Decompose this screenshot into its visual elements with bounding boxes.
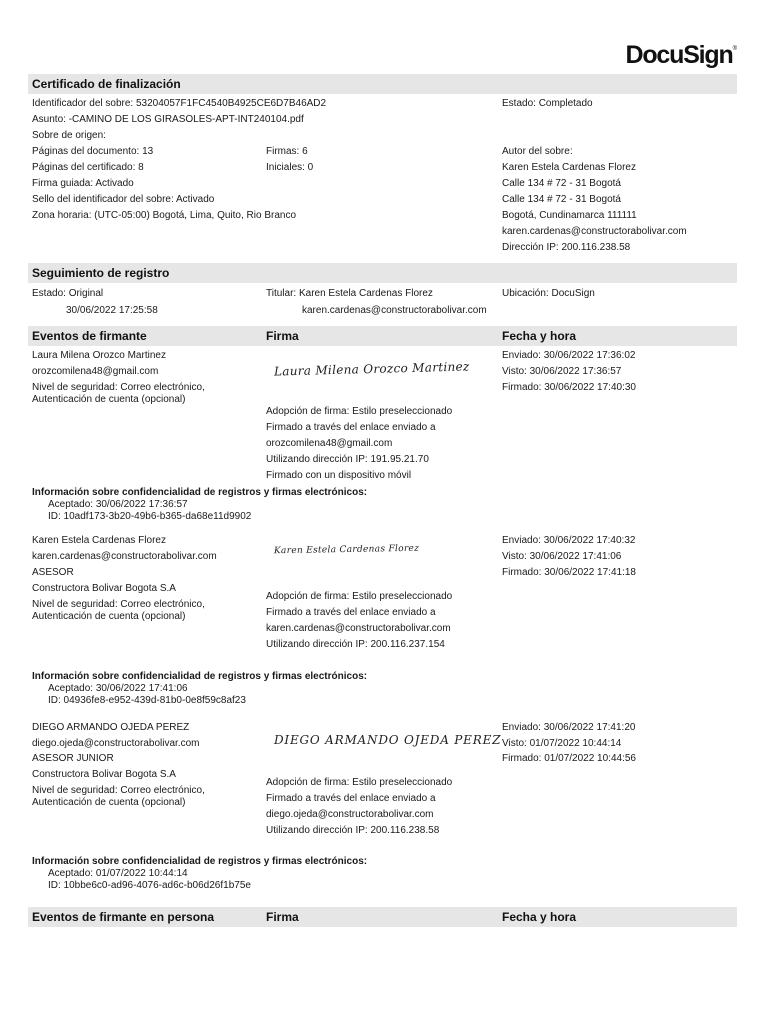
in-person-events-header	[28, 907, 737, 927]
signer-ip: Utilizando dirección IP: 200.116.237.154	[266, 639, 445, 650]
signer-authentication: Autenticación de cuenta (opcional)	[32, 797, 186, 808]
privacy-id: ID: 10bbe6c0-ad96-4076-ad6c-b06d26f1b75e	[48, 880, 251, 891]
privacy-id: ID: 10adf173-3b20-49b6-b365-da68e11d9902	[48, 511, 252, 522]
docusign-logo: DocuSign®	[625, 41, 737, 69]
initials-count: Iniciales: 0	[266, 162, 314, 173]
signer-email: orozcomilena48@gmail.com	[32, 366, 159, 377]
envelope-id: Identificador del sobre: 53204057F1FC4540B4925CE6D7B46AD2	[32, 98, 327, 109]
author-label: Autor del sobre:	[502, 146, 573, 157]
signature-image: Karen Estela Cardenas Florez	[273, 543, 420, 557]
signature-adoption: Adopción de firma: Estilo preseleccionado	[266, 406, 453, 417]
author-address-2: Calle 134 # 72 - 31 Bogotá	[502, 194, 621, 205]
sent-date: Enviado: 30/06/2022 17:36:02	[502, 350, 636, 361]
tracking-state: Estado: Original	[32, 288, 104, 299]
tracking-holder: Titular: Karen Estela Cardenas Florez	[266, 288, 433, 299]
author-name: Karen Estela Cardenas Florez	[502, 162, 636, 173]
link-email: karen.cardenas@constructorabolivar.com	[266, 623, 451, 634]
privacy-accepted: Aceptado: 30/06/2022 17:36:57	[48, 499, 188, 510]
signer-authentication: Autenticación de cuenta (opcional)	[32, 394, 186, 405]
signer-security-level: Nivel de seguridad: Correo electrónico,	[32, 599, 205, 610]
privacy-title: Información sobre confidencialidad de registros y firmas electrónicos:	[32, 487, 368, 498]
signer-events-col-datetime: Fecha y hora	[502, 329, 577, 343]
signer-title: ASESOR	[32, 567, 74, 578]
signed-via-link: Firmado a través del enlace enviado a	[266, 793, 436, 804]
signed-date: Firmado: 30/06/2022 17:40:30	[502, 382, 636, 393]
privacy-title: Información sobre confidencialidad de registros y firmas electrónicos:	[32, 671, 368, 682]
privacy-accepted: Aceptado: 30/06/2022 17:41:06	[48, 683, 188, 694]
signer-company: Constructora Bolivar Bogota S.A	[32, 583, 176, 594]
signature-image: Laura Milena Orozco Martinez	[273, 359, 470, 379]
signer-title: ASESOR JUNIOR	[32, 753, 114, 764]
viewed-date: Visto: 30/06/2022 17:41:06	[502, 551, 622, 562]
signer-name: Laura Milena Orozco Martinez	[32, 350, 166, 361]
link-email: diego.ojeda@constructorabolivar.com	[266, 809, 434, 820]
signer-events-header	[28, 326, 737, 346]
signatures-count: Firmas: 6	[266, 146, 308, 157]
signer-authentication: Autenticación de cuenta (opcional)	[32, 611, 186, 622]
privacy-title: Información sobre confidencialidad de registros y firmas electrónicos:	[32, 856, 368, 867]
privacy-accepted: Aceptado: 01/07/2022 10:44:14	[48, 868, 188, 879]
signer-email: karen.cardenas@constructorabolivar.com	[32, 551, 217, 562]
envelope-id-stamp: Sello del identificador del sobre: Activado	[32, 194, 215, 205]
link-email: orozcomilena48@gmail.com	[266, 438, 393, 449]
status: Estado: Completado	[502, 98, 593, 109]
source-envelope: Sobre de origen:	[32, 130, 106, 141]
tracking-date: 30/06/2022 17:25:58	[66, 305, 158, 316]
signer-security-level: Nivel de seguridad: Correo electrónico,	[32, 382, 205, 393]
tracking-title: Seguimiento de registro	[32, 266, 170, 280]
time-zone: Zona horaria: (UTC-05:00) Bogotá, Lima, Quito, Rio Branco	[32, 210, 297, 221]
guided-signature: Firma guiada: Activado	[32, 178, 134, 189]
signed-via-link: Firmado a través del enlace enviado a	[266, 422, 436, 433]
in-person-col-events: Eventos de firmante en persona	[32, 910, 215, 924]
author-ip: Dirección IP: 200.116.238.58	[502, 242, 631, 253]
signer-ip: Utilizando dirección IP: 191.95.21.70	[266, 454, 429, 465]
tracking-section-header	[28, 263, 737, 283]
author-city: Bogotá, Cundinamarca 111111	[502, 210, 637, 221]
certificate-pages: Páginas del certificado: 8	[32, 162, 144, 173]
signed-date: Firmado: 30/06/2022 17:41:18	[502, 567, 636, 578]
certificate-title: Certificado de finalización	[32, 77, 181, 91]
sent-date: Enviado: 30/06/2022 17:41:20	[502, 722, 636, 733]
author-address-1: Calle 134 # 72 - 31 Bogotá	[502, 178, 621, 189]
signer-events-col-events: Eventos de firmante	[32, 329, 147, 343]
subject: Asunto: -CAMINO DE LOS GIRASOLES-APT-INT240104.pdf	[32, 114, 304, 125]
signer-company: Constructora Bolivar Bogota S.A	[32, 769, 176, 780]
document-pages: Páginas del documento: 13	[32, 146, 154, 157]
signature-adoption: Adopción de firma: Estilo preseleccionado	[266, 591, 453, 602]
signer-name: DIEGO ARMANDO OJEDA PEREZ	[32, 722, 190, 733]
signer-name: Karen Estela Cardenas Florez	[32, 535, 166, 546]
signature-image: DIEGO ARMANDO OJEDA PEREZ	[274, 733, 502, 747]
certificate-section-header	[28, 74, 737, 94]
in-person-col-signature: Firma	[266, 910, 299, 924]
signed-date: Firmado: 01/07/2022 10:44:56	[502, 753, 636, 764]
signer-email: diego.ojeda@constructorabolivar.com	[32, 738, 200, 749]
signed-via-link: Firmado a través del enlace enviado a	[266, 607, 436, 618]
signer-security-level: Nivel de seguridad: Correo electrónico,	[32, 785, 205, 796]
signer-ip: Utilizando dirección IP: 200.116.238.58	[266, 825, 440, 836]
privacy-id: ID: 04936fe8-e952-439d-81b0-0e8f59c8af23	[48, 695, 246, 706]
tracking-holder-email: karen.cardenas@constructorabolivar.com	[302, 305, 487, 316]
viewed-date: Visto: 30/06/2022 17:36:57	[502, 366, 622, 377]
author-email: karen.cardenas@constructorabolivar.com	[502, 226, 687, 237]
signature-adoption: Adopción de firma: Estilo preseleccionado	[266, 777, 453, 788]
sent-date: Enviado: 30/06/2022 17:40:32	[502, 535, 636, 546]
viewed-date: Visto: 01/07/2022 10:44:14	[502, 738, 622, 749]
in-person-col-datetime: Fecha y hora	[502, 910, 577, 924]
signer-events-col-signature: Firma	[266, 329, 299, 343]
signed-mobile: Firmado con un dispositivo móvil	[266, 470, 412, 481]
tracking-location: Ubicación: DocuSign	[502, 288, 595, 299]
